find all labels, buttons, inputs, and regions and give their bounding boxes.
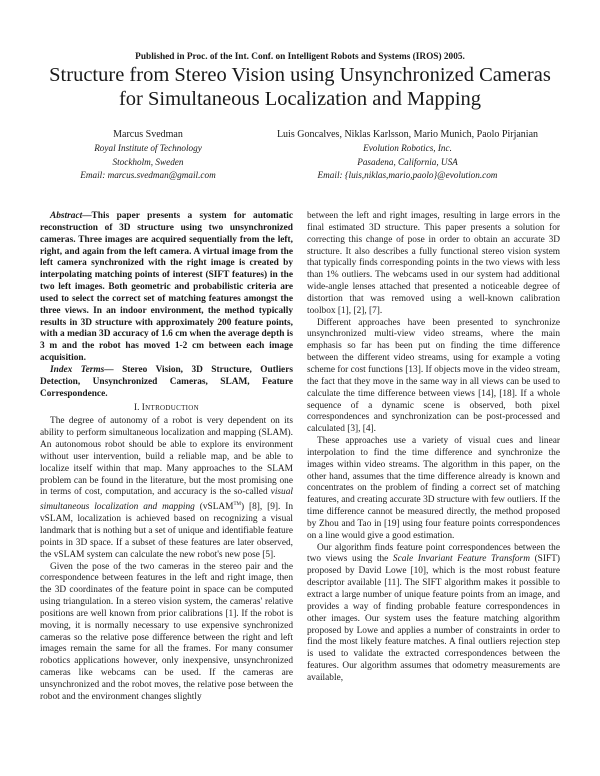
text-run: ) [8], [9]. In vSLAM, localization is achieved based on recognizing a visual landmark that is nothing but a set of unique and identifiable feature points in 3D space. If a subset of these features are later observed, the vSLAM system can calculate the new robot's new pose [5]. bbox=[40, 502, 293, 560]
index-terms-text: — Stereo Vision, 3D Structure, Outliers Detection, Unsynchronized Cameras, SLAM, Feature Correspondence. bbox=[40, 364, 293, 399]
author-email: Email: {luis,niklas,mario,paolo}@evolution.com bbox=[317, 170, 498, 181]
text-run: (SIFT) proposed by David Lowe [10], which is the most robust feature descriptor available [11]. The SIFT algorithm makes it possible to extract a large number of unique feature points from an image, and provides a way of finding probable feature correspondences in other images. Our system uses the feature matching algorithm proposed by Lowe and applies a number of constraints in order to find the most likely feature matches. A final outliers rejection step is used to validate the extracted correspondences between the features. Our algorithm assumes that odometry measurements are available, bbox=[307, 554, 560, 683]
section-number: I. bbox=[134, 402, 140, 413]
trademark-mark: TM bbox=[233, 502, 241, 508]
index-terms-label: Index Terms bbox=[50, 364, 105, 375]
left-column bbox=[40, 211, 293, 704]
author-name: Luis Goncalves, Niklas Karlsson, Mario Munich, Paolo Pirjanian bbox=[276, 129, 539, 140]
abstract-text: —This paper presents a system for automatic reconstruction of 3D structure using two unsynchronized cameras. Three images are acquired sequentially from the left, right, and again from the left camera. A virtual image from the left camera synchronized with the right image is created by interpolating matching points of interest (SIFT features) in the two left images. Both geometric and probabilistic criteria are used to select the correct set of matching features amongst the three views. In an indoor environment, the method typically results in 3D structure with approximately 200 feature points, with a median 3D accuracy of 1.6 cm when the average depth is 3 m and the robot has moved 1-2 cm between each image acquisition. bbox=[40, 211, 293, 364]
paragraph bbox=[307, 543, 560, 685]
author-affiliation: Royal Institute of Technology bbox=[94, 142, 202, 153]
index-terms bbox=[40, 365, 293, 401]
author-affiliation: Evolution Robotics, Inc. bbox=[363, 142, 452, 153]
abstract-label: Abstract bbox=[50, 211, 83, 221]
paragraph: Different approaches have been presented to synchronize unsynchronized multi-view video streams, where the main emphasis so far has been put on finding the time difference between the different video streams, using for example a voting scheme for cost functions [13]. If objects move in the video stream, the fact that they move in the same way in all views can be used to calculate the time difference between views [14], [18]. If a whole sequence of a dynamic scene is observed, both pixel correspondences and synchronization can be post-processed and calculated [3], [4]. bbox=[307, 317, 560, 435]
section-heading bbox=[40, 403, 293, 415]
paragraph: Given the pose of the two cameras in the stereo pair and the correspondence between features in the left and right image, then the 3D coordinates of the feature point in space can be computed using triangulation. In a stereo vision system, the cameras' relative positions are well known from prior calibrations [1]. If the robot is moving, it is normally necessary to use expensive synchronized cameras so the relative pose difference between the right and left images remain the same for all the frames. For many consumer robotics applications however, only inexpensive, unsynchronized cameras like webcams can be used. If the cameras are unsynchronized and the robot moves, the relative pose between the robot and the environment changes slightly bbox=[40, 561, 293, 702]
author-location: Pasadena, California, USA bbox=[357, 156, 458, 167]
paragraph: These approaches use a variety of visual cues and linear interpolation to find the time difference and synchronize the images within video streams. The algorithm in this paper, on the other hand, assumes that the time difference already is known and concentrates on the problem of finding a correct set of matching features, and creating accurate 3D structure with few outliers. If the time difference cannot be measured directly, the method proposed by Zhou and Tao in [19] using four feature points correspondences on a line would give a good estimation. bbox=[307, 436, 560, 541]
abstract bbox=[40, 211, 293, 365]
paragraph: between the left and right images, resulting in large errors in the final estimated 3D structure. This paper presents a solution for correcting this change of pose in order to obtain an accurate 3D structure. It also describes a fully functional stereo vision system that typically finds corresponding points in the two views with less than 1% outliers. The webcams used in our system had additional wide-angle lenses attached that presented a noticeable degree of distortion that was removed using a well-known calibration toolbox [1], [2], [7]. bbox=[307, 211, 560, 316]
text-run: The degree of autonomy of a robot is very dependent on its ability to perform simultaneous localization and mapping (SLAM). An autonomous robot should be able to explore its environment without user intervention, build a reliable map, and be able to localize itself within that map. Many approaches to the SLAM problem can be found in the literature, but the most promising one in terms of cost, computation, and accuracy is the so-called bbox=[40, 416, 293, 498]
author-block-2 bbox=[255, 128, 560, 183]
title-line-1: Structure from Stereo Vision using Unsynchronized Cameras bbox=[49, 64, 551, 86]
right-column bbox=[307, 211, 560, 685]
author-email: Email: marcus.svedman@gmail.com bbox=[80, 170, 216, 181]
title-line-2: for Simultaneous Localization and Mapping bbox=[118, 87, 482, 110]
emphasis-text: Scale Invariant Feature Transform bbox=[392, 554, 530, 565]
author-block-1 bbox=[58, 128, 238, 183]
text-run: Our algorithm finds feature point correspondences between the two views using the bbox=[307, 542, 560, 565]
text-run: (vSLAM bbox=[194, 502, 234, 513]
author-list bbox=[0, 128, 600, 188]
emphasis-text: visual simultaneous localization and mapping bbox=[40, 487, 293, 513]
paper-title bbox=[0, 64, 600, 111]
author-name: Marcus Svedman bbox=[113, 129, 183, 140]
author-location: Stockholm, Sweden bbox=[112, 156, 184, 167]
publication-header: Published in Proc. of the Int. Conf. on Intelligent Robots and Systems (IROS) 2005. bbox=[135, 52, 465, 62]
paragraph bbox=[40, 416, 293, 561]
section-title: Introduction bbox=[141, 402, 199, 413]
